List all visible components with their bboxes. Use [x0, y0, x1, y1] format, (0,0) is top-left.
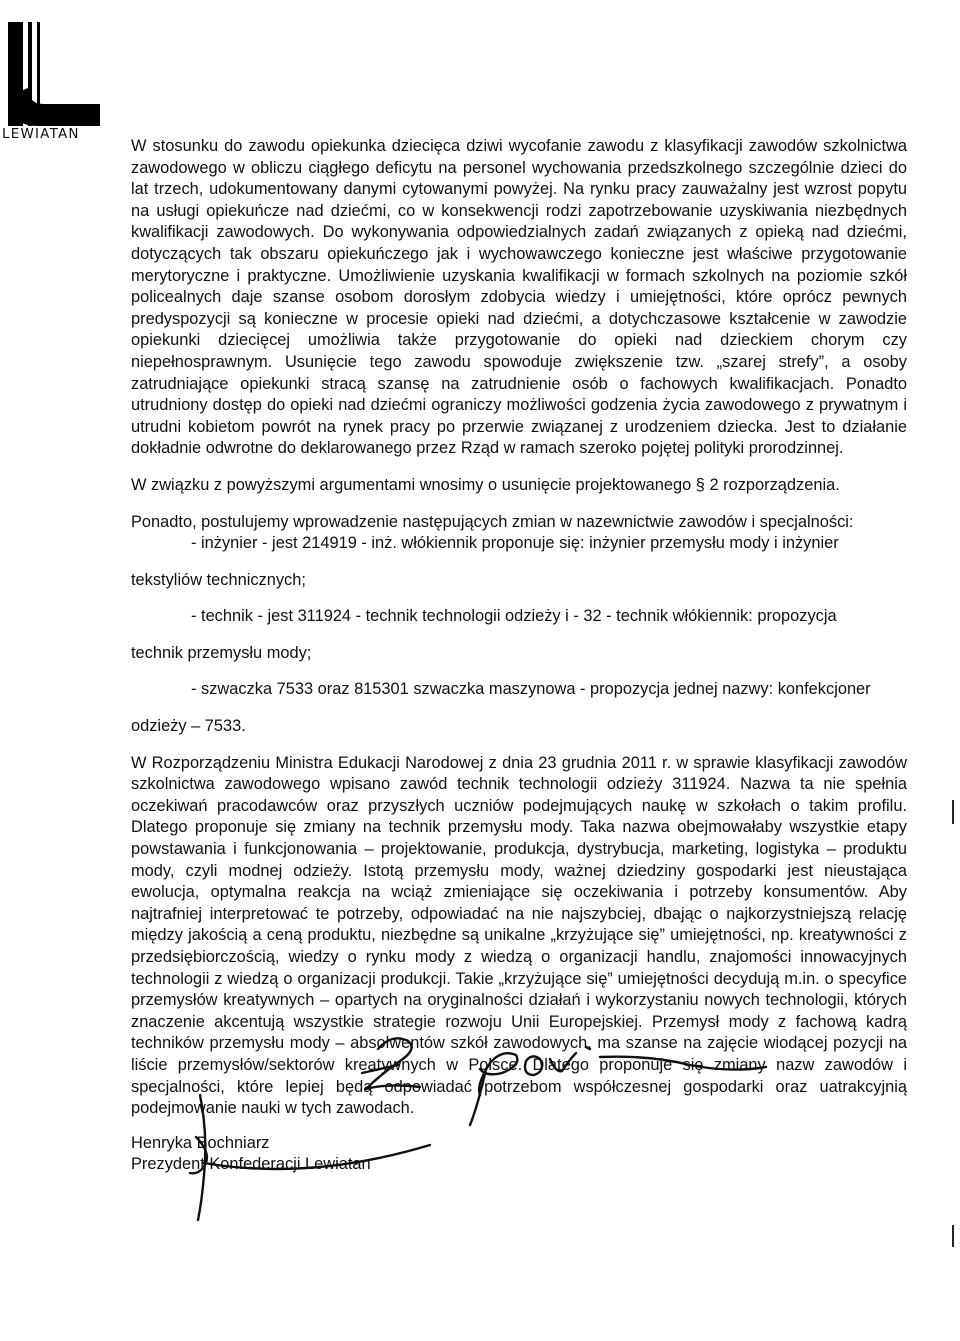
scan-edge-mark — [952, 800, 954, 824]
handwritten-signature — [130, 1025, 770, 1225]
list-item-continuation: odzieży – 7533. — [131, 717, 246, 736]
signatory-title: Prezydent Konfederacji Lewiatan — [131, 1155, 371, 1173]
lewiatan-logo-icon — [4, 22, 104, 132]
paragraph-przemysl-mody: W Rozporządzeniu Ministra Edukacji Narodowej z dnia 23 grudnia 2011 r. w sprawie klasyfikacji zawodów szkolnictwa zawodowego wpisano zawód technik technologii odzieży 311924. Nazwa ta nie spełnia oczekiwań pracodawców oraz przyszłych uczniów podejmujących naukę w szkołach o takim profilu. Dlatego proponuje się zmiany na technik przemysłu mody. Taka nazwa obejmowałaby wszystkie etapy powstawania i funkcjonowania – projektowanie, produkcja, dystrybucja, marketing, logistyka – produktu mody, czyli modnej odzieży. Istotą przemysłu mody, ważnej dziedziny gospodarki jest nieustająca ewolucja, optymalna reakcja na wciąż zmieniające się oczekiwania i potrzeby konsumentów. Aby najtrafniej interpretować te potrzeby, odpowiadać na nie najszybciej, dbając o najkorzystniejszą relację między jakością a ceną produktu, niezbędne są unikalne „krzyżujące się” umiejętności, np. kreatywności z przedsiębiorczością, wiedzy o rynku mody z wiedzą o organizacji handlu, znajomości innowacyjnych technologii z wiedzą o organizacji produkcji. Takie „krzyżujące się” umiejętności decydują m.in. o specyfice przemysłów kreatywnych – opartych na oryginalności działań i wykorzystaniu nowych technologii, których znaczenie akcentują wszystkie strategie rozwoju Unii Europejskiej. Przemysł mody z fachową kadrą techników przemysłu mody – absolwentów szkół zawodowych, ma szanse na zajęcie wiodącej pozycji na liście przemysłów/sektorów kreatywnych w Polsce. Dlatego proponuje się zmiany nazw zawodów i specjalności, które lepiej będą odpowiadać potrzebom współczesnej gospodarki oraz uatrakcyjnią podejmowanie nauki w tych zawodach. — [131, 753, 907, 1118]
list-item-first-line: - technik - jest 311924 - technik technologii odzieży i - 32 - technik włókiennik: propozycja — [191, 607, 837, 626]
scan-edge-mark — [952, 1225, 954, 1247]
list-item-continuation: tekstyliów technicznych; — [131, 570, 306, 589]
list-item-first-line: - szwaczka 7533 oraz 815301 szwaczka maszynowa - propozycja jednej nazwy: konfekcjoner — [191, 680, 871, 699]
paragraph-opiekunka: W stosunku do zawodu opiekunka dziecięca dziwi wycofanie zawodu z klasyfikacji zawodów szkolnictwa zawodowego w obliczu ciągłego deficytu na personel wychowania przedszkolnego szczególnie dzieci do lat trzech, udokumentowany danymi cytowanymi powyżej. Na rynku pracy zauważalny jest wzrost popytu na usługi opiekuńcze nad dziećmi, co w konsekwencji rodzi zapotrzebowanie uzyskiwania niezbędnych kwalifikacji zawodowych. Do wykonywania odpowiedzialnych zadań związanych z opieką nad dziećmi, dotyczących tak obszaru opiekuńczego jak i wychowawczego konieczne jest właściwe przygotowanie merytoryczne i praktyczne. Umożliwienie uzyskania kwalifikacji w formach szkolnych na poziomie szkół policealnych daje szanse osobom dorosłym zdobycia wiedzy i umiejętności, które oprócz pewnych predyspozycji są konieczne w procesie opieki nad dziećmi, a dotychczasowe kształcenie w zawodzie opiekunki dziecięcej umożliwia także przygotowanie do opieki nad dzieckiem chorym czy niepełnosprawnym. Usunięcie tego zawodu spowoduje zwiększenie tzw. „szarej strefy”, a osoby zatrudniające opiekunki stracą szansę na zatrudnienie osób o fachowych kwalifikacjach. Ponadto utrudniony dostęp do opieki nad dziećmi ograniczy możliwości godzenia życia zawodowego z prywatnym i utrudni kobietom powrót na rynek pracy po przerwie związanej z urodzeniem dziecka. Jest to działanie dokładnie odwrotne do deklarowanego przez Rząd w ramach szeroko pojętej polityki prorodzinnej. — [131, 137, 907, 458]
list-item-first-line: - inżynier - jest 214919 - inż. włókiennik proponuje się: inżynier przemysłu mody i inżynier — [191, 534, 839, 553]
nazewnictwo-list — [131, 512, 907, 738]
paragraph-wniosek: W związku z powyższymi argumentami wnosimy o usunięcie projektowanego § 2 rozporządzenia. — [131, 475, 840, 494]
list-intro: Ponadto, postulujemy wprowadzenie następujących zmian w nazewnictwie zawodów i specjalności: — [131, 512, 854, 531]
logo-wordmark: LEWIATAN — [2, 126, 80, 142]
signatory-block — [131, 1133, 371, 1175]
signatory-name: Henryka Bochniarz — [131, 1134, 270, 1152]
list-item-continuation: technik przemysłu mody; — [131, 643, 312, 662]
letter-body — [131, 136, 907, 1135]
